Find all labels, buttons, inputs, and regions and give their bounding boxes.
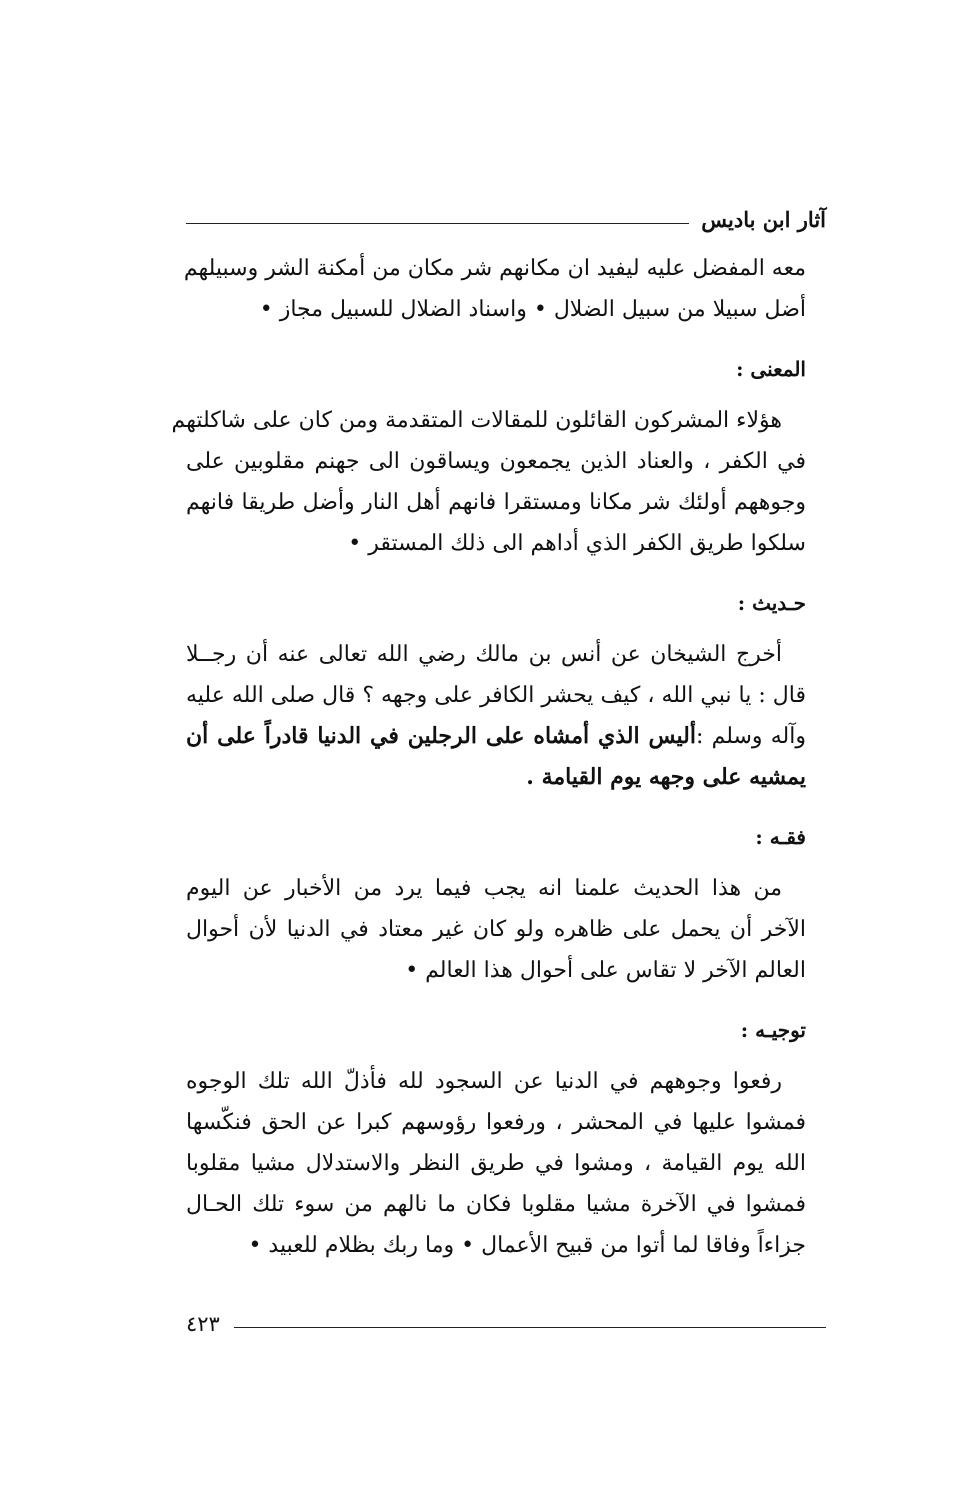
hadith-paragraph	[186, 634, 806, 798]
text-line: العالم الآخر لا تقاس على أحوال هذا العالم •	[405, 958, 806, 983]
section-heading-fiqh: فقـه :	[755, 825, 806, 849]
fiqh-paragraph	[186, 868, 806, 991]
section-heading-meaning: المعنى :	[736, 357, 806, 381]
hadith-intro-text: وآله وسلم :	[695, 724, 806, 749]
text-line: من هذا الحديث علمنا انه يجب فيما يرد من الأخبار عن اليوم	[186, 876, 782, 901]
text-line: أخرج الشيخان عن أنس بن مالك رضي الله تعالى عنه أن رجــلا	[186, 642, 782, 667]
header-rule	[186, 223, 689, 224]
page-footer	[186, 1302, 826, 1336]
section-heading-guidance: توجيـه :	[740, 1018, 806, 1042]
book-title: آثار ابن باديس	[701, 207, 826, 232]
text-line: معه المفضل عليه ليفيد ان مكانهم شر مكان من أمكنة الشر وسبيلهم	[183, 256, 806, 281]
text-line: أضل سبيلا من سبيل الضلال • واسناد الضلال للسبيل مجاز •	[259, 297, 806, 322]
section-heading-hadith: حـديث :	[737, 591, 806, 615]
guidance-paragraph	[186, 1061, 806, 1266]
text-line: وجوههم أولئك شر مكانا ومستقرا فانهم أهل النار وأضل طريقا فانهم	[186, 490, 806, 515]
text-line: هؤلاء المشركون القائلون للمقالات المتقدمة ومن كان على شاكلتهم	[171, 408, 782, 433]
text-line: فمشوا في الآخرة مشيا مقلوبا فكان ما نالهم من سوء تلك الحـال	[186, 1192, 806, 1217]
footer-rule	[234, 1327, 826, 1328]
text-line: الآخر أن يحمل على ظاهره ولو كان غير معتاد في الدنيا لأن أحوال	[186, 917, 806, 942]
text-line: جزاءاً وفاقا لما أتوا من قبيح الأعمال • وما ربك بظلام للعبيد •	[248, 1233, 806, 1258]
text-line	[186, 716, 806, 757]
hadith-quote-text: أليس الذي أمشاه على الرجلين في الدنيا قادراً على أن	[186, 723, 696, 749]
page-number: ٤٢٣	[186, 1312, 220, 1336]
text-line: قال : يا نبي الله ، كيف يحشر الكافر على وجهه ؟ قال صلى الله عليه	[186, 683, 806, 708]
hadith-quote-text: يمشيه على وجهه يوم القيامة .	[526, 764, 806, 790]
page-body	[171, 248, 806, 1266]
text-line: الله يوم القيامة ، ومشوا في طريق النظر والاستدلال مشيا مقلوبا	[186, 1151, 806, 1176]
meaning-paragraph	[171, 400, 806, 564]
text-line: سلكوا طريق الكفر الذي أداهم الى ذلك المستقر •	[348, 531, 806, 556]
intro-paragraph	[183, 248, 806, 330]
text-line: رفعوا وجوههم في الدنيا عن السجود لله فأذلّ الله تلك الوجوه	[186, 1069, 782, 1094]
text-line: فمشوا عليها في المحشر ، ورفعوا رؤوسهم كبرا عن الحق فنكّسها	[186, 1110, 806, 1135]
text-line: في الكفر ، والعناد الذين يجمعون ويساقون الى جهنم مقلوبين على	[186, 449, 806, 474]
running-header	[186, 198, 826, 232]
